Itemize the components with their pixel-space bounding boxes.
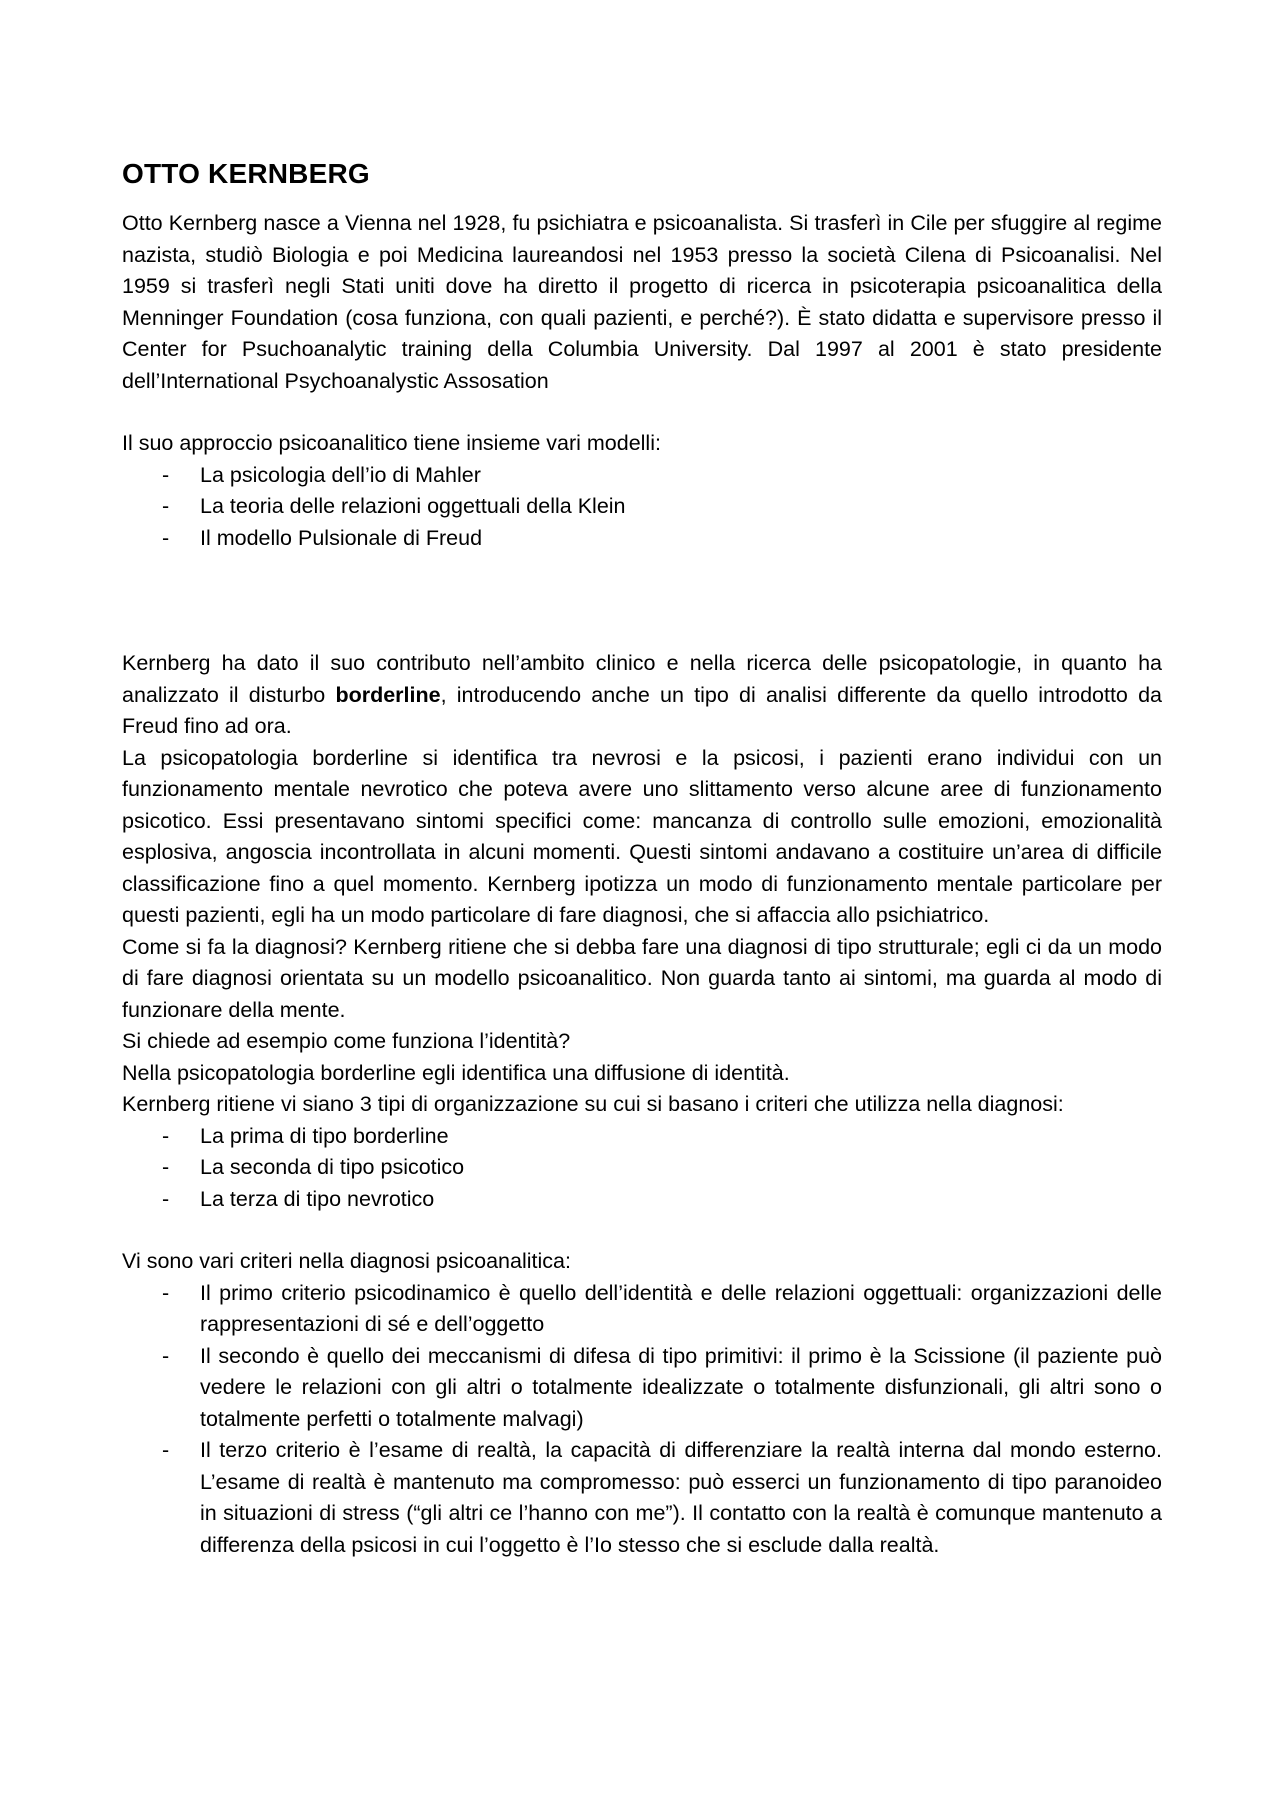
criteria-list bbox=[122, 1278, 1162, 1562]
identity-question: Si chiede ad esempio come funziona l’identità? bbox=[122, 1029, 571, 1053]
list-item: - Il terzo criterio è l’esame di realtà, la capacità di differenziare la realtà interna dal mondo esterno. L’esame di realtà è mantenuto ma compromesso: può esserci un funzionamento di tipo paranoideo in situazioni di stress (“gli altri ce l’hanno con me”). Il contatto con la realtà è comunque mantenuto a differenza della psicosi in cui l’oggetto è l’Io stesso che si esclude dalla realtà. bbox=[122, 1435, 1162, 1561]
organizations-intro: Kernberg ritiene vi siano 3 tipi di organizzazione su cui si basano i criteri che utilizza nella diagnosi: bbox=[122, 1092, 1064, 1116]
contribution-paragraph bbox=[122, 648, 1162, 743]
list-item: - Il modello Pulsionale di Freud bbox=[122, 523, 1162, 555]
approach-intro: Il suo approccio psicoanalitico tiene insieme vari modelli: bbox=[122, 431, 661, 455]
borderline-paragraph: La psicopatologia borderline si identifica tra nevrosi e la psicosi, i pazienti erano individui con un funzionamento mentale nevrotico che poteva avere uno slittamento verso alcune aree di funzionamento psicotico. Essi presentavano sintomi specifici come: mancanza di controllo sulle emozioni, emozionalità esplosiva, angoscia incontrollata in alcuni momenti. Questi sintomi andavano a costituire un’area di difficile classificazione fino a quel momento. Kernberg ipotizza un modo di funzionamento mentale particolare per questi pazienti, egli ha un modo particolare di fare diagnosi, che si affaccia allo psichiatrico. bbox=[122, 745, 1162, 927]
spacer bbox=[122, 397, 1162, 428]
document-body bbox=[122, 156, 1162, 1561]
diagnosis-paragraph: Come si fa la diagnosi? Kernberg ritiene che si debba fare una diagnosi di tipo strutturale; egli ci da un modo di fare diagnosi orientata su un modello psicoanalitico. Non guarda tanto ai sintomi, ma guarda al modo di funzionare della mente. bbox=[122, 934, 1162, 1022]
borderline-emphasis: borderline bbox=[335, 682, 441, 707]
list-item: - La terza di tipo nevrotico bbox=[122, 1184, 1162, 1216]
spacer bbox=[122, 1215, 1162, 1246]
spacer bbox=[122, 554, 1162, 648]
list-item: - La teoria delle relazioni oggettuali della Klein bbox=[122, 491, 1162, 523]
bio-paragraph: Otto Kernberg nasce a Vienna nel 1928, fu psichiatra e psicoanalista. Si trasferì in Cile per sfuggire al regime nazista, studiò Biologia e poi Medicina laureandosi nel 1953 presso la società Cilena di Psicoanalisi. Nel 1959 si trasferì negli Stati uniti dove ha diretto il progetto di ricerca in psicoterapia psicoanalitica della Menninger Foundation (cosa funziona, con quali pazienti, e perché?). È stato didatta e supervisore presso il Center for Psuchoanalytic training della Columbia University. Dal 1997 al 2001 è stato presidente dell’International Psychoanalystic Assosation bbox=[122, 211, 1162, 393]
identity-diffusion: Nella psicopatologia borderline egli identifica una diffusione di identità. bbox=[122, 1060, 790, 1085]
contribution-text-end: , introducendo anche un tipo di analisi differente da quello introdotto da Freud fino ad ora. bbox=[122, 682, 1163, 738]
list-item: - Il primo criterio psicodinamico è quello dell’identità e delle relazioni oggettuali: organizzazioni delle rappresentazioni di sé e dell’oggetto bbox=[122, 1278, 1162, 1341]
approach-list bbox=[122, 460, 1162, 555]
list-item: - La seconda di tipo psicotico bbox=[122, 1152, 1162, 1184]
list-item: - Il secondo è quello dei meccanismi di difesa di tipo primitivi: il primo è la Scissione (il paziente può vedere le relazioni con gli altri o totalmente idealizzate o totalmente disfunzionali, gli altri sono o totalmente perfetti o totalmente malvagi) bbox=[122, 1341, 1162, 1436]
criteria-intro: Vi sono vari criteri nella diagnosi psicoanalitica: bbox=[122, 1249, 571, 1273]
page-title: OTTO KERNBERG bbox=[122, 158, 370, 189]
organizations-list bbox=[122, 1121, 1162, 1216]
contribution-text: Kernberg ha dato il suo contributo nell’ambito clinico e nella ricerca delle psicopatologie, in quanto ha analizzato il disturbo bbox=[122, 651, 1162, 707]
list-item: - La psicologia dell’io di Mahler bbox=[122, 460, 1162, 492]
list-item: - La prima di tipo borderline bbox=[122, 1121, 1162, 1153]
